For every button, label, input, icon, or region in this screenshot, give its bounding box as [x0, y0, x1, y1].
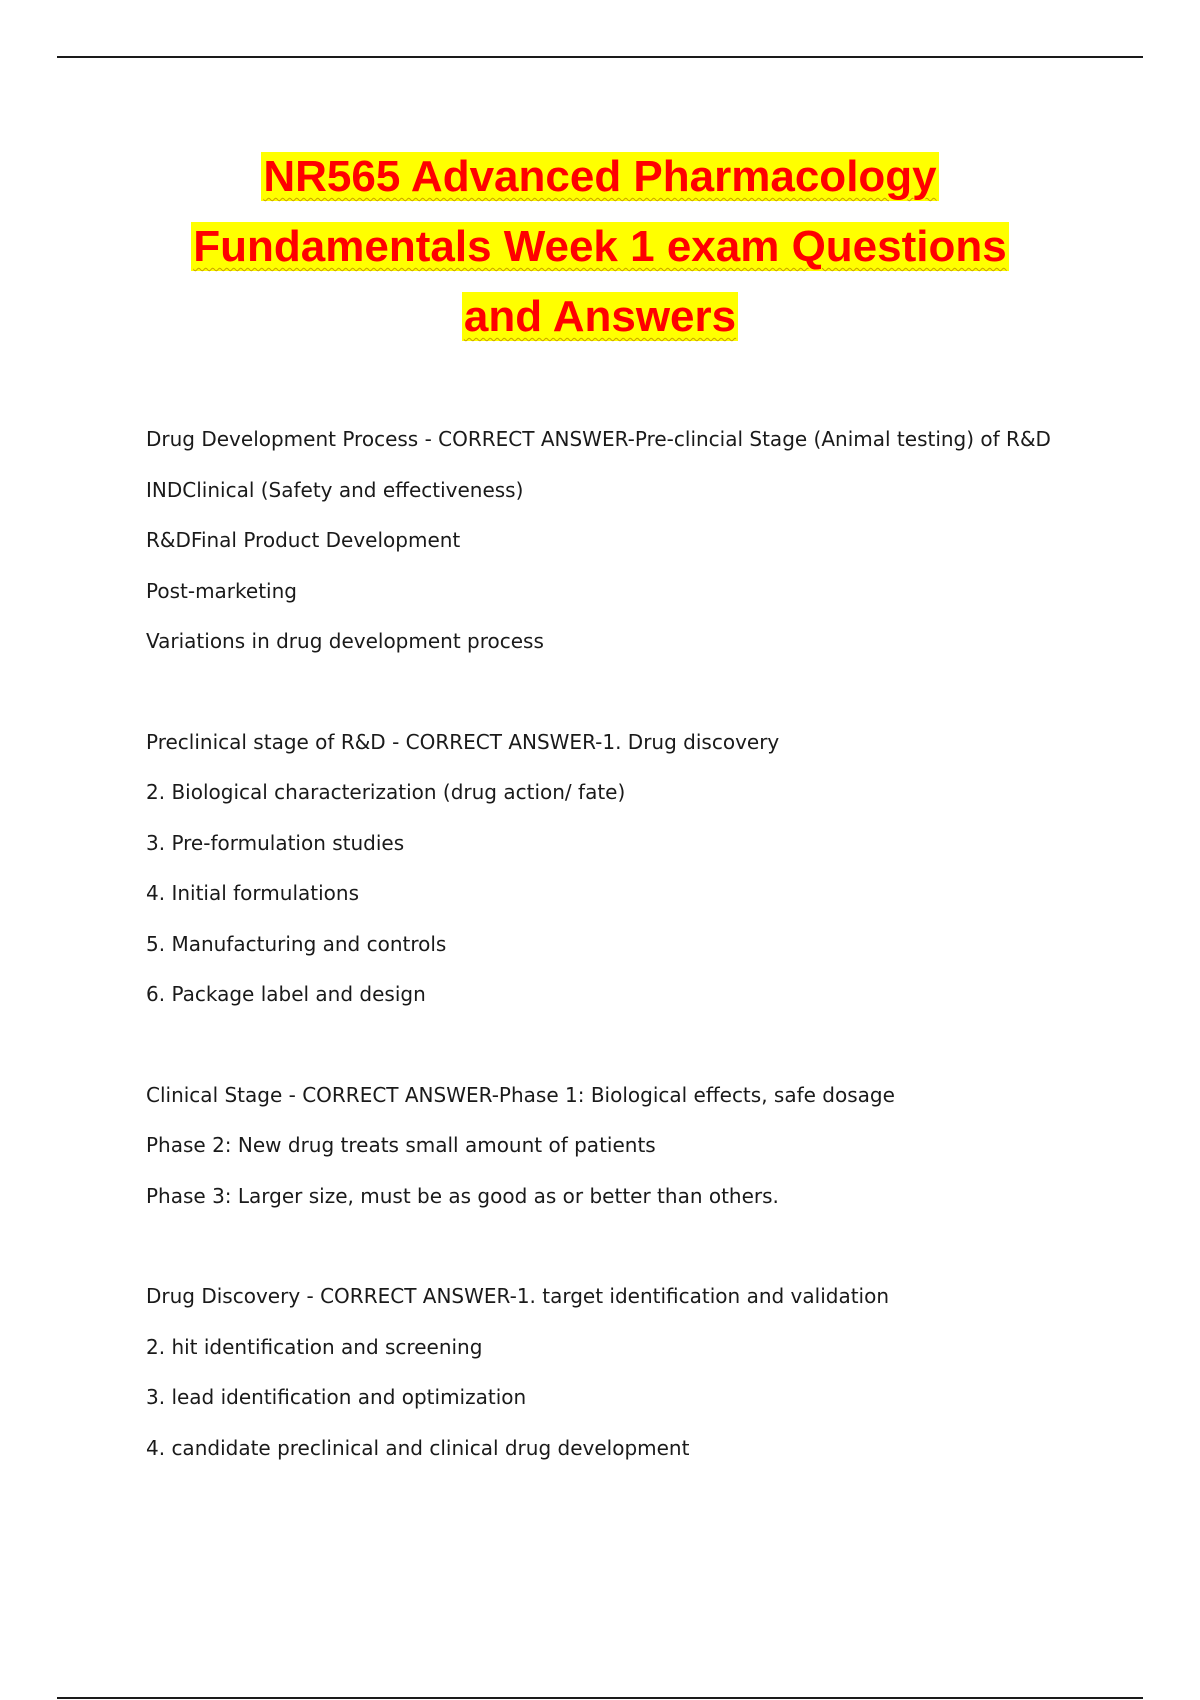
qa-line: Phase 3: Larger size, must be as good as or better than others. [146, 1183, 779, 1208]
qa-line: Preclinical stage of R&D - CORRECT ANSWER-1. Drug discovery [146, 729, 780, 754]
qa-line: 4. Initial formulations [146, 881, 359, 905]
title-line [0, 142, 1200, 212]
qa-block-preclinical-stage [146, 717, 1106, 1020]
qa-line: Drug Development Process - CORRECT ANSWER-Pre-clincial Stage (Animal testing) of R&D [146, 427, 1051, 451]
title-line [0, 212, 1200, 282]
bottom-rule [57, 1697, 1143, 1699]
top-rule [57, 56, 1143, 58]
qa-block-drug-discovery [146, 1271, 1106, 1473]
qa-line: R&DFinal Product Development [146, 528, 461, 552]
qa-block-drug-development-process [146, 414, 1106, 667]
qa-line: Phase 2: New drug treats small amount of patients [146, 1133, 656, 1157]
qa-line: INDClinical (Safety and effectiveness) [146, 477, 524, 502]
qa-content [146, 414, 1106, 1523]
title-line-text: NR565 Advanced Pharmacology [263, 152, 937, 201]
qa-line: 2. Biological characterization (drug action/ fate) [146, 780, 626, 804]
qa-block-clinical-stage [146, 1070, 1106, 1222]
qa-line: 4. candidate preclinical and clinical drug development [146, 1435, 690, 1460]
title-line-text: Fundamentals Week 1 exam Questions [193, 222, 1007, 271]
qa-line: 6. Package label and design [146, 982, 426, 1006]
qa-line: Drug Discovery - CORRECT ANSWER-1. target identification and validation [146, 1284, 890, 1308]
qa-line: Variations in drug development process [146, 629, 544, 653]
qa-line: 5. Manufacturing and controls [146, 931, 447, 956]
qa-line: 3. lead identification and optimization [146, 1385, 527, 1409]
title-line-text: and Answers [463, 292, 737, 341]
qa-line: Post-marketing [146, 578, 297, 603]
qa-line: Clinical Stage - CORRECT ANSWER-Phase 1: Biological effects, safe dosage [146, 1082, 895, 1107]
document-title [0, 142, 1200, 352]
qa-line: 3. Pre-formulation studies [146, 830, 405, 855]
title-line [0, 282, 1200, 352]
qa-line: 2. hit identification and screening [146, 1334, 483, 1359]
